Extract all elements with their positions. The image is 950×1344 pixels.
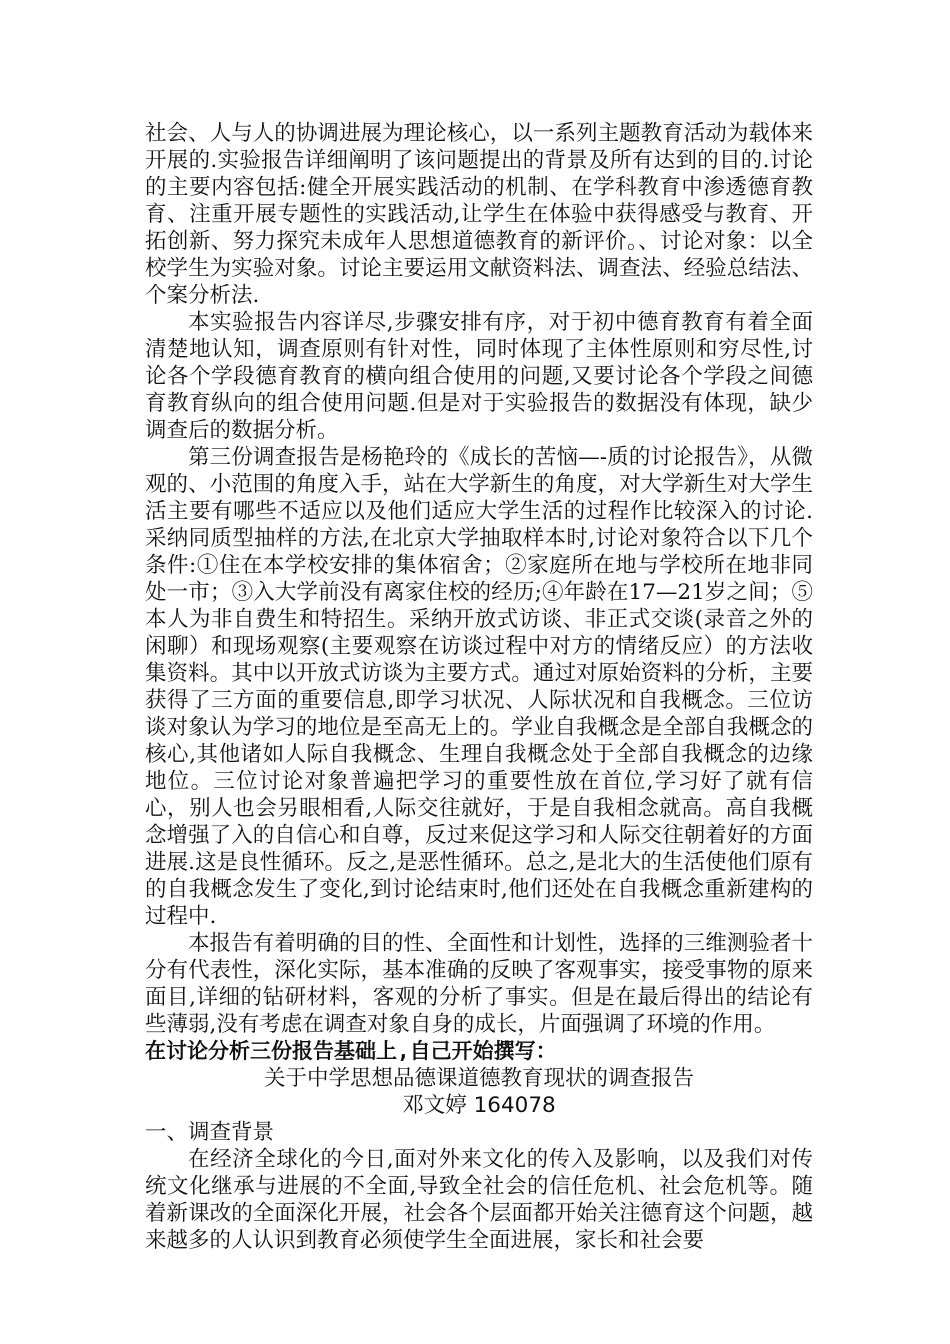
bold-intro-line: 在讨论分析三份报告基础上,自己开始撰写： [145, 1039, 557, 1063]
report-title: 关于中学思想品德课道德教育现状的调查报告 [263, 1066, 694, 1091]
author-line: 邓文婷 164078 [402, 1093, 556, 1118]
paragraph-evaluation-report-three: 本报告有着明确的目的性、全面性和计划性，选择的三维测验者十分有代表性，深化实际，基本准确的反映了客观事实，接受事物的原来面目,详细的钻研材料，客观的分析了事实。但是在最后得出的结论有些薄弱,没有考虑在调查对象自身的成长，片面强调了环境的作用。 [145, 931, 813, 1037]
section-paragraph: 在经济全球化的今日,面对外来文化的传入及影响，以及我们对传统文化继承与进展的不全面,导致全社会的信任危机、社会危机等。随着新课改的全面深化开展，社会各个层面都开始关注德育这个问题，越来越多的人认识到教育必须使学生全面进展，家长和社会要 [145, 1147, 813, 1253]
document-body [145, 120, 813, 1254]
paragraph-continued: 社会、人与人的协调进展为理论核心，以一系列主题教育活动为载体来开展的.实验报告详细阐明了该问题提出的背景及所有达到的目的.讨论的主要内容包括:健全开展实践活动的机制、在学科教育中渗透德育教育、注重开展专题性的实践活动,让学生在体验中获得感受与教育、开拓创新、努力探究未成年人思想道德教育的新评价。、讨论对象：以全校学生为实验对象。讨论主要运用文献资料法、调查法、经验总结法、个案分析法. [145, 121, 813, 308]
paragraph-report-three: 第三份调查报告是杨艳玲的《成长的苦恼—-质的讨论报告》，从微观的、小范围的角度入手，站在大学新生的角度，对大学新生对大学生活主要有哪些不适应以及他们适应大学生活的过程作比较深入的讨论.采纳同质型抽样的方法,在北京大学抽取样本时,讨论对象符合以下几个条件:①住在本学校安排的集体宿舍；②家庭所在地与学校所在地非同处一市；③入大学前没有离家住校的经历;④年龄在17—21岁之间；⑤本人为非自费生和特招生。采纳开放式访谈、非正式交谈(录音之外的闲聊）和现场观察(主要观察在访谈过程中对方的情绪反应）的方法收集资料。其中以开放式访谈为主要方式。通过对原始资料的分析，主要获得了三方面的重要信息,即学习状况、人际状况和自我概念。三位访谈对象认为学习的地位是至高无上的。学业自我概念是全部自我概念的核心,其他诸如人际自我概念、生理自我概念处于全部自我概念的边缘地位。三位讨论对象普遍把学习的重要性放在首位,学习好了就有信心，别人也会另眼相看,人际交往就好，于是自我相念就高。高自我概念增强了入的自信心和自尊，反过来促这学习和人际交往朝着好的方面进展.这是良性循环。反之,是恶性循环。总之,是北大的生活使他们原有的自我概念发生了变化,到讨论结束时,他们还处在自我概念重新建构的过程中. [145, 445, 813, 929]
paragraph-evaluation-report-two: 本实验报告内容详尽,步骤安排有序，对于初中德育教育有着全面清楚地认知，调查原则有针对性，同时体现了主体性原则和穷尽性,讨论各个学段德育教育的横向组合使用的问题,又要讨论各个学段之间德育教育纵向的组合使用问题.但是对于实验报告的数据没有体现，缺少调查后的数据分析。 [145, 310, 813, 443]
section-heading: 一、调查背景 [145, 1120, 275, 1145]
